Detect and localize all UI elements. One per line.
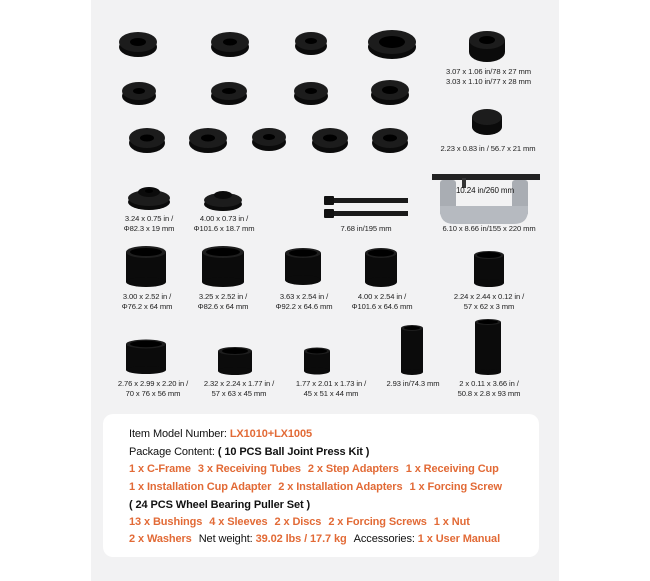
item-receiving-cup: 1 x Receiving Cup — [405, 463, 499, 475]
weight-value: 39.02 lbs / 17.7 kg — [255, 533, 347, 545]
receiving-tube — [200, 244, 246, 288]
sleeve — [399, 324, 425, 376]
item-forcing-screws: 2 x Forcing Screws — [328, 516, 427, 528]
sleeve4-label: 2.93 in/74.3 mm — [386, 379, 440, 388]
bushing — [371, 126, 409, 154]
tube3-label-1: 3.63 x 2.54 in / — [279, 292, 329, 301]
installation-cup — [471, 108, 503, 136]
frame-label: 6.10 x 8.66 in/155 x 220 mm — [442, 224, 536, 233]
sleeve — [216, 346, 254, 376]
item-installation-cup: 1 x Installation Cup Adapter — [129, 481, 272, 493]
model-value: LX1010+LX1005 — [229, 428, 312, 440]
receiving-tube — [363, 246, 399, 288]
cup-large-label-2: 3.03 x 1.10 in/77 x 28 mm — [446, 77, 531, 86]
item-receiving-tubes: 3 x Receiving Tubes — [197, 463, 301, 475]
cup-small-label: 2.23 x 0.83 in / 56.7 x 21 mm — [440, 144, 536, 153]
item-forcing-screw: 1 x Forcing Screw — [409, 481, 502, 493]
bushing — [311, 126, 349, 154]
screw-label: 7.68 in/195 mm — [340, 224, 392, 233]
step1-label-2: Φ82.3 x 19 mm — [123, 224, 175, 233]
step-adapter — [203, 188, 243, 212]
bushing — [294, 30, 328, 56]
contents-line-2 — [129, 480, 509, 494]
bushing — [210, 80, 248, 106]
c-frame — [432, 170, 540, 228]
package-label: Package Content: — [129, 446, 218, 458]
spec-card — [103, 414, 539, 557]
item-bushings: 13 x Bushings — [129, 516, 203, 528]
item-c-frame: 1 x C-Frame — [129, 463, 191, 475]
item-washers: 2 x Washers — [129, 533, 192, 545]
sleeve3-label-2: 45 x 51 x 44 mm — [303, 389, 359, 398]
sleeve2-label-1: 2.32 x 2.24 x 1.77 in / — [203, 379, 275, 388]
bushing — [210, 30, 250, 58]
disc — [367, 28, 417, 60]
bushing — [293, 80, 329, 106]
step-adapter — [127, 183, 171, 211]
kit2-title: ( 24 PCS Wheel Bearing Puller Set ) — [129, 499, 311, 511]
tube5-label-1: 2.24 x 2.44 x 0.12 in / — [453, 292, 525, 301]
item-sleeves: 4 x Sleeves — [209, 516, 268, 528]
contents-line-4 — [129, 532, 507, 546]
accessories-label: Accessories: — [353, 533, 418, 545]
sleeve1-label-1: 2.76 x 2.99 x 2.20 in / — [117, 379, 189, 388]
kit1-title: ( 10 PCS Ball Joint Press Kit ) — [217, 446, 370, 458]
model-label: Item Model Number: — [129, 428, 230, 440]
sleeve5-label-2: 50.8 x 2.8 x 93 mm — [457, 389, 521, 398]
sleeve2-label-2: 57 x 63 x 45 mm — [211, 389, 267, 398]
tube3-label-2: Φ92.2 x 64.6 mm — [275, 302, 333, 311]
sleeve1-label-2: 70 x 76 x 56 mm — [125, 389, 181, 398]
sleeve — [124, 338, 168, 376]
weight-label: Net weight: — [198, 533, 256, 545]
forcing-screw — [322, 194, 412, 222]
item-nut: 1 x Nut — [433, 516, 470, 528]
receiving-cup — [468, 30, 506, 64]
accessories-value: 1 x User Manual — [417, 533, 501, 545]
item-installation-adapters: 2 x Installation Adapters — [278, 481, 403, 493]
contents-line-1 — [129, 462, 506, 476]
receiving-tube — [283, 246, 323, 286]
bushing — [128, 126, 166, 154]
step1-label-1: 3.24 x 0.75 in / — [124, 214, 174, 223]
tube1-label-2: Φ76.2 x 64 mm — [121, 302, 173, 311]
tube4-label-1: 4.00 x 2.54 in / — [357, 292, 407, 301]
cup-large-label: 3.07 x 1.06 in/78 x 27 mm — [446, 67, 531, 76]
sleeve — [302, 346, 332, 376]
tube2-label-2: Φ82.6 x 64 mm — [197, 302, 249, 311]
item-discs: 2 x Discs — [274, 516, 322, 528]
receiving-tube — [124, 244, 168, 288]
sleeve — [473, 318, 503, 376]
bushing — [118, 30, 158, 58]
contents-line-3 — [129, 515, 477, 529]
bushing — [188, 126, 228, 154]
package-row — [129, 445, 376, 459]
tube2-label-1: 3.25 x 2.52 in / — [198, 292, 248, 301]
tube4-label-2: Φ101.6 x 64.6 mm — [351, 302, 413, 311]
tube1-label-1: 3.00 x 2.52 in / — [122, 292, 172, 301]
sleeve3-label-1: 1.77 x 2.01 x 1.73 in / — [295, 379, 367, 388]
frame-inner-label: 10.24 in/260 mm — [455, 186, 515, 195]
tube5-label-2: 57 x 62 x 3 mm — [463, 302, 515, 311]
receiving-tube — [472, 249, 506, 289]
step2-label-2: Φ101.6 x 18.7 mm — [193, 224, 255, 233]
model-row — [129, 427, 319, 441]
sleeve5-label-1: 2 x 0.11 x 3.66 in / — [459, 379, 519, 388]
bushing — [251, 126, 287, 152]
bushing — [370, 78, 410, 106]
step2-label-1: 4.00 x 0.73 in / — [199, 214, 249, 223]
bushing — [121, 80, 157, 106]
item-step-adapters: 2 x Step Adapters — [307, 463, 399, 475]
